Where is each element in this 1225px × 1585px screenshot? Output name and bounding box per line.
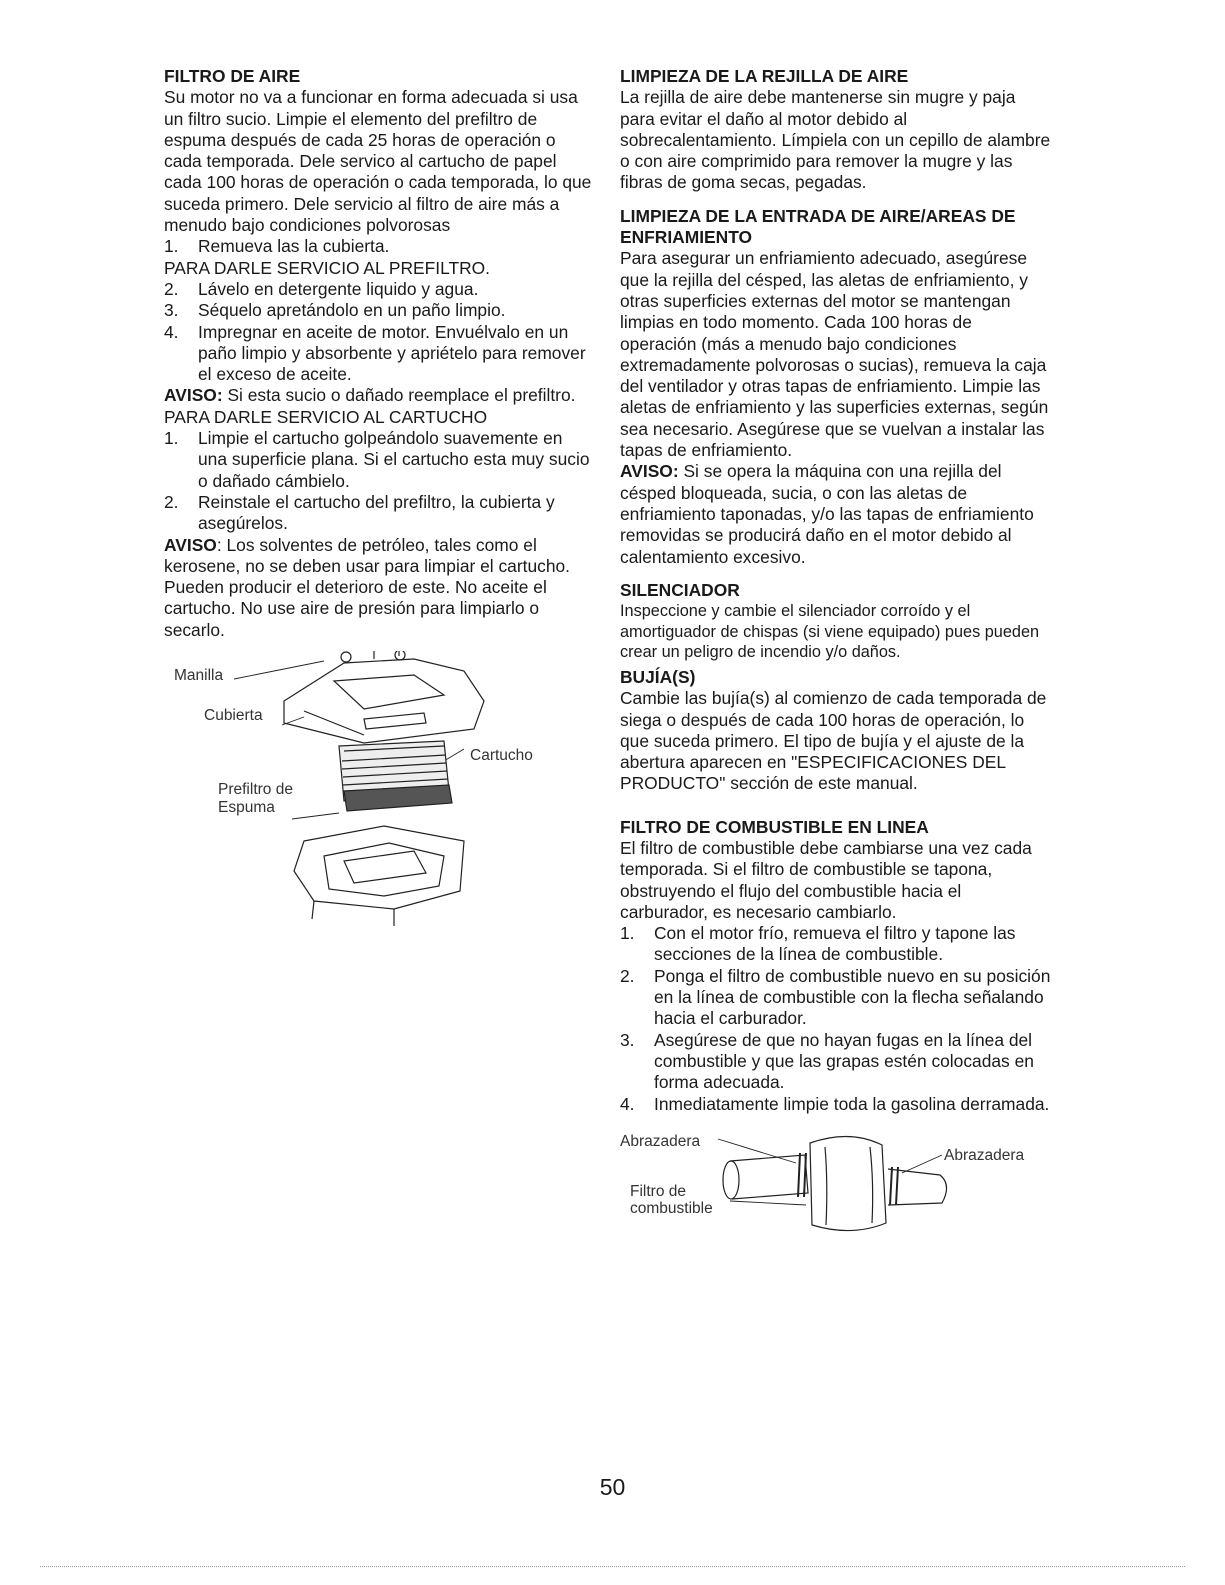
cover-label: Cubierta: [204, 707, 263, 725]
list-item: 2. Reinstale el cartucho del prefiltro, la cubierta y asegúrelos.: [164, 491, 555, 534]
air-filter-diagram: [164, 651, 596, 941]
fuel-filter-label-line1: Filtro de: [630, 1182, 686, 1200]
prefilter-heading: PARA DARLE SERVICIO AL PREFILTRO.: [164, 257, 491, 278]
fuel-filter-diagram: [620, 1133, 1052, 1233]
prefilter-steps: [164, 279, 596, 385]
prefilter-label-line1: Prefiltro de: [218, 781, 293, 799]
cartridge-notice: AVISO: Los solventes de petróleo, tales como el kerosene, no se deben usar para limpiar el cartucho. Pueden producir el deterioro de este. No aceite el cartucho. No use aire de presión para limpiarlo o secarlo.: [164, 534, 571, 640]
cartridge-label: Cartucho: [470, 747, 533, 765]
fuel-filter-text: El filtro de combustible debe cambiarse una vez cada temporada. Si el filtro de combustible se tapona, obstruyendo el flujo del combustible hacia el carburador, es necesario cambiarlo.: [620, 837, 1032, 922]
spark-plug-heading: BUJÍA(S): [620, 666, 696, 687]
left-column: [164, 66, 596, 941]
intake-notice: AVISO: Si se opera la máquina con una rejilla del césped bloqueada, sucia, o con las aletas de enfriamiento taponadas, y/o las tapas de enfriamiento removidas se producirá daño en el motor debido al calentamiento excesivo.: [620, 461, 1034, 567]
muffler-text: Inspeccione y cambie el silenciador corroído y el amortiguador de chispas (si viene equipado) pues pueden crear un peligro de incendio y/o daños.: [620, 602, 1040, 662]
fuel-filter-steps: [620, 923, 1052, 1115]
grille-text: La rejilla de aire debe mantenerse sin mugre y paja para evitar el daño al motor debido al sobrecalentamiento. Límpiela con un cepillo de alambre o con aire comprimido para remover la mugre y las fibras de goma secas, pegadas.: [620, 87, 1051, 193]
right-clamp-label: Abrazadera: [944, 1146, 1025, 1164]
prefilter-label-line2: Espuma: [218, 799, 275, 817]
list-item: 1. Con el motor frío, remueva el filtro y tapone las secciones de la línea de combustible.: [620, 923, 1016, 965]
prefilter-notice: AVISO: Si esta sucio o dañado reemplace el prefiltro.: [164, 385, 576, 406]
muffler-heading: SILENCIADOR: [620, 579, 740, 600]
remove-cover-step: [164, 236, 596, 257]
intake-heading: LIMPIEZA DE LA ENTRADA DE AIRE/AREAS DE ENFRIAMIENTO: [620, 205, 1016, 248]
handle-label: Manilla: [174, 667, 224, 685]
list-item: 2. Lávelo en detergente liquido y agua.: [164, 278, 479, 299]
cartridge-steps: [164, 428, 596, 534]
fuel-filter-heading: FILTRO DE COMBUSTIBLE EN LINEA: [620, 816, 929, 837]
list-item: 4. Inmediatamente limpie toda la gasolina derramada.: [620, 1093, 1050, 1114]
page-number: 50: [599, 1474, 626, 1500]
spark-plug-text: Cambie las bujía(s) al comienzo de cada temporada de siega o después de cada 100 horas de operación, lo que suceda primero. El tipo de bujía y el ajuste de la abertura aparecen en "ESPECIFICACIONES DEL PRODUCTO" sección de este manual.: [620, 688, 1047, 794]
air-filter-heading: FILTRO DE AIRE: [164, 66, 301, 86]
page-bottom-divider: [40, 1566, 1185, 1567]
list-item: 3. Asegúrese de que no hayan fugas en la línea del combustible y que las grapas estén colocadas en forma adecuada.: [620, 1029, 1034, 1093]
list-item: 3. Séquelo apretándolo en un paño limpio.: [164, 300, 506, 321]
intake-text: Para asegurar un enfriamiento adecuado, asegúrese que la rejilla del césped, las aletas de enfriamiento, y otras superficies externas del motor se mantengan limpias en todo momento. Cada 100 horas de operación (más a menudo bajo condiciones extremadamente polvorosas o sucias), remueva la caja del ventilador y otras tapas de enfriamiento. Limpie las aletas de enfriamiento y las superficies externas, según sea necesario. Asegúrese que se vuelvan a instalar las tapas de enfriamiento.: [620, 248, 1049, 461]
grille-heading: LIMPIEZA DE LA REJILLA DE AIRE: [620, 66, 909, 86]
list-item: 1. Limpie el cartucho golpeándolo suavemente en una superficie plana. Si el cartucho esta muy sucio o dañado cámbielo.: [164, 428, 590, 491]
list-item: 4. Impregnar en aceite de motor. Envuélvalo en un paño limpio y absorbente y apriételo para remover el exceso de aceite.: [164, 321, 586, 385]
list-item: 2. Ponga el filtro de combustible nuevo en su posición en la línea de combustible con la flecha señalando hacia el carburador.: [620, 965, 1051, 1029]
right-column: [620, 66, 1052, 1233]
left-clamp-label: Abrazadera: [620, 1132, 701, 1150]
fuel-filter-label-line2: combustible: [630, 1199, 713, 1217]
cartridge-heading: PARA DARLE SERVICIO AL CARTUCHO: [164, 406, 488, 427]
list-item: 1. Remueva las la cubierta.: [164, 236, 390, 257]
air-filter-intro: Su motor no va a funcionar en forma adecuada si usa un filtro sucio. Limpie el elemento del prefiltro de espuma después de cada 25 horas de operación o cada temporada. Dele servico al cartucho de papel cada 100 horas de operación o cada temporada, lo que suceda primero. Dele servicio al filtro de aire más a menudo bajo condiciones polvorosas: [164, 87, 592, 236]
